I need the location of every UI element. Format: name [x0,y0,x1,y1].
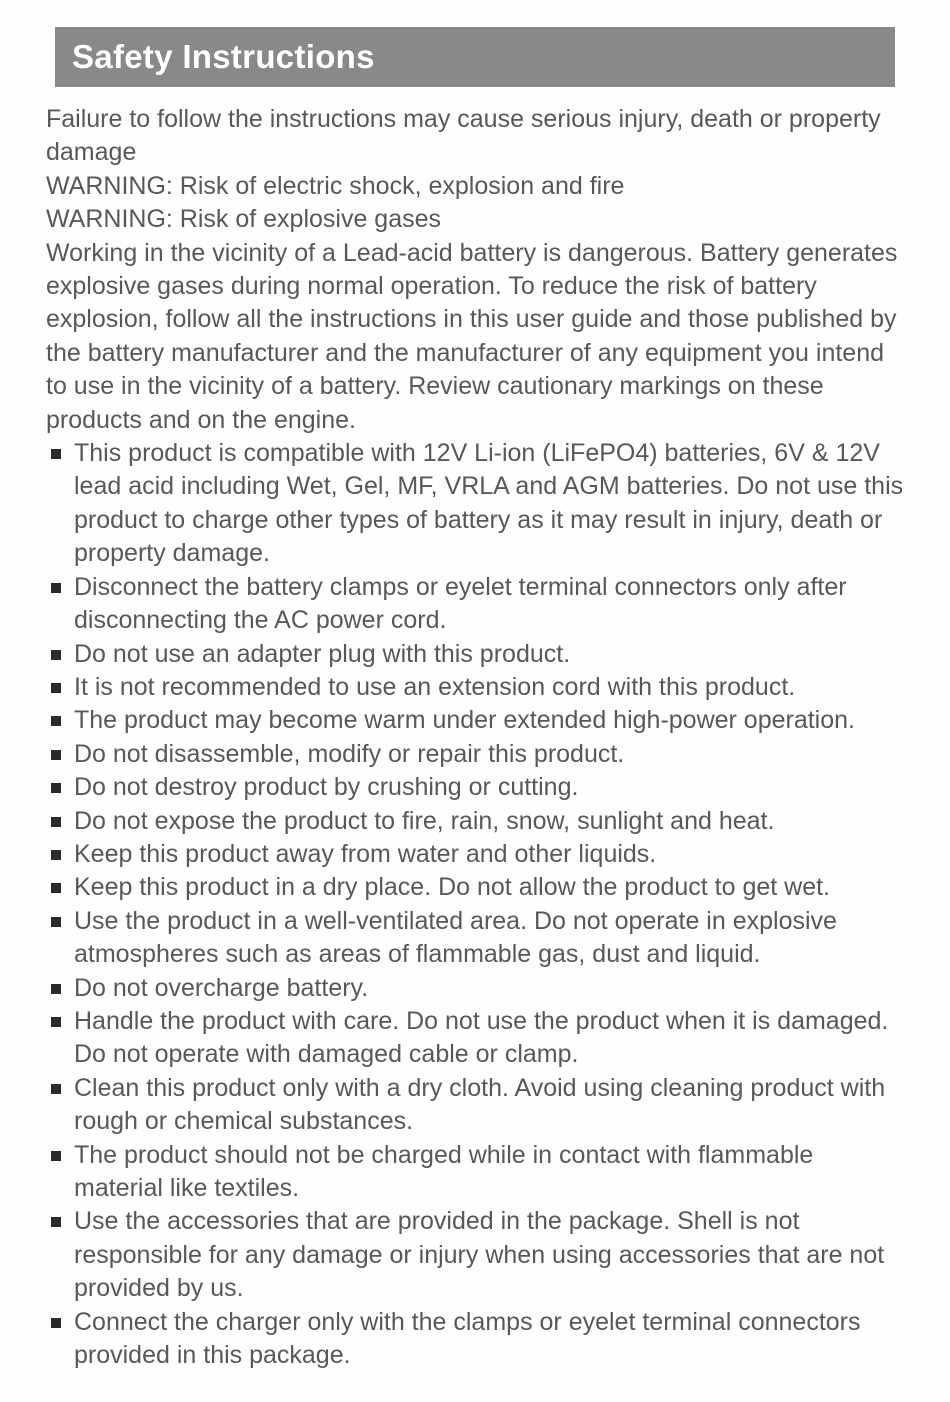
list-item-text: Use the product in a well-ventilated area. Do not operate in explosive atmospheres such as areas of flammable gas, dust and liquid. [74,906,837,969]
bullet-square-icon [51,984,61,994]
list-item-text: Keep this product away from water and other liquids. [74,839,657,868]
list-item [46,805,908,838]
list-item [46,1306,908,1373]
warning-line: WARNING: Risk of explosive gases [46,205,442,234]
list-item-text: It is not recommended to use an extension cord with this product. [74,672,796,701]
bullet-square-icon [51,917,61,927]
list-item [46,972,908,1005]
list-item-text: Handle the product with care. Do not use the product when it is damaged. Do not operate with damaged cable or clamp. [74,1006,889,1069]
bullet-square-icon [51,583,61,593]
list-item-text: Keep this product in a dry place. Do not allow the product to get wet. [74,873,830,902]
bullet-square-icon [51,783,61,793]
list-item [46,1072,908,1139]
list-item [46,1205,908,1305]
list-item [46,738,908,771]
list-item [46,571,908,638]
list-item [46,704,908,737]
warning-line: WARNING: Risk of electric shock, explosion and fire [46,171,625,200]
list-item-text: Do not disassemble, modify or repair this product. [74,739,625,768]
list-item [46,838,908,871]
list-item [46,1139,908,1206]
list-item-text: Use the accessories that are provided in the package. Shell is not responsible for any damage or injury when using accessories that are not provided by us. [74,1207,885,1303]
bullet-square-icon [51,883,61,893]
bullet-square-icon [51,1318,61,1328]
page-title: Safety Instructions [72,38,375,75]
safety-bullet-list [46,437,908,1372]
list-item [46,771,908,804]
list-item-text: Clean this product only with a dry cloth. Avoid using cleaning product with rough or chemical substances. [74,1073,886,1136]
list-item-text: Do not overcharge battery. [74,973,369,1002]
list-item [46,871,908,904]
intro-paragraph: Failure to follow the instructions may cause serious injury, death or property damage [46,105,881,167]
bullet-square-icon [51,449,61,459]
bullet-square-icon [51,1217,61,1227]
list-item-text: Do not use an adapter plug with this product. [74,639,571,668]
bullet-square-icon [51,750,61,760]
bullet-square-icon [51,850,61,860]
list-item [46,638,908,671]
safety-content [46,103,908,1372]
bullet-square-icon [51,817,61,827]
section-header [55,27,895,87]
bullet-square-icon [51,1084,61,1094]
list-item [46,905,908,972]
list-item-text: Do not destroy product by crushing or cutting. [74,773,579,802]
intro-paragraph: Working in the vicinity of a Lead-acid battery is dangerous. Battery generates explosive gases during normal operation. To reduce the risk of battery explosion, follow all the instructions in this user guide and those published by the battery manufacturer and the manufacturer of any equipment you intend to use in the vicinity of a battery. Review cautionary markings on these products and on the engine. [46,238,898,434]
list-item-text: Disconnect the battery clamps or eyelet terminal connectors only after disconnecting the AC power cord. [74,572,847,635]
list-item-text: Do not expose the product to fire, rain, snow, sunlight and heat. [74,806,775,835]
list-item [46,671,908,704]
bullet-square-icon [51,1017,61,1027]
list-item [46,437,908,571]
bullet-square-icon [51,650,61,660]
bullet-square-icon [51,683,61,693]
list-item [46,1005,908,1072]
list-item-text: The product may become warm under extended high-power operation. [74,706,855,735]
list-item-text: This product is compatible with 12V Li-ion (LiFePO4) batteries, 6V & 12V lead acid including Wet, Gel, MF, VRLA and AGM batteries. Do not use this product to charge other types of battery as it may result in injury, death or property damage. [74,439,904,568]
bullet-square-icon [51,716,61,726]
list-item-text: The product should not be charged while in contact with flammable material like textiles. [74,1140,814,1202]
bullet-square-icon [51,1151,61,1161]
list-item-text: Connect the charger only with the clamps or eyelet terminal connectors provided in this package. [74,1307,861,1370]
